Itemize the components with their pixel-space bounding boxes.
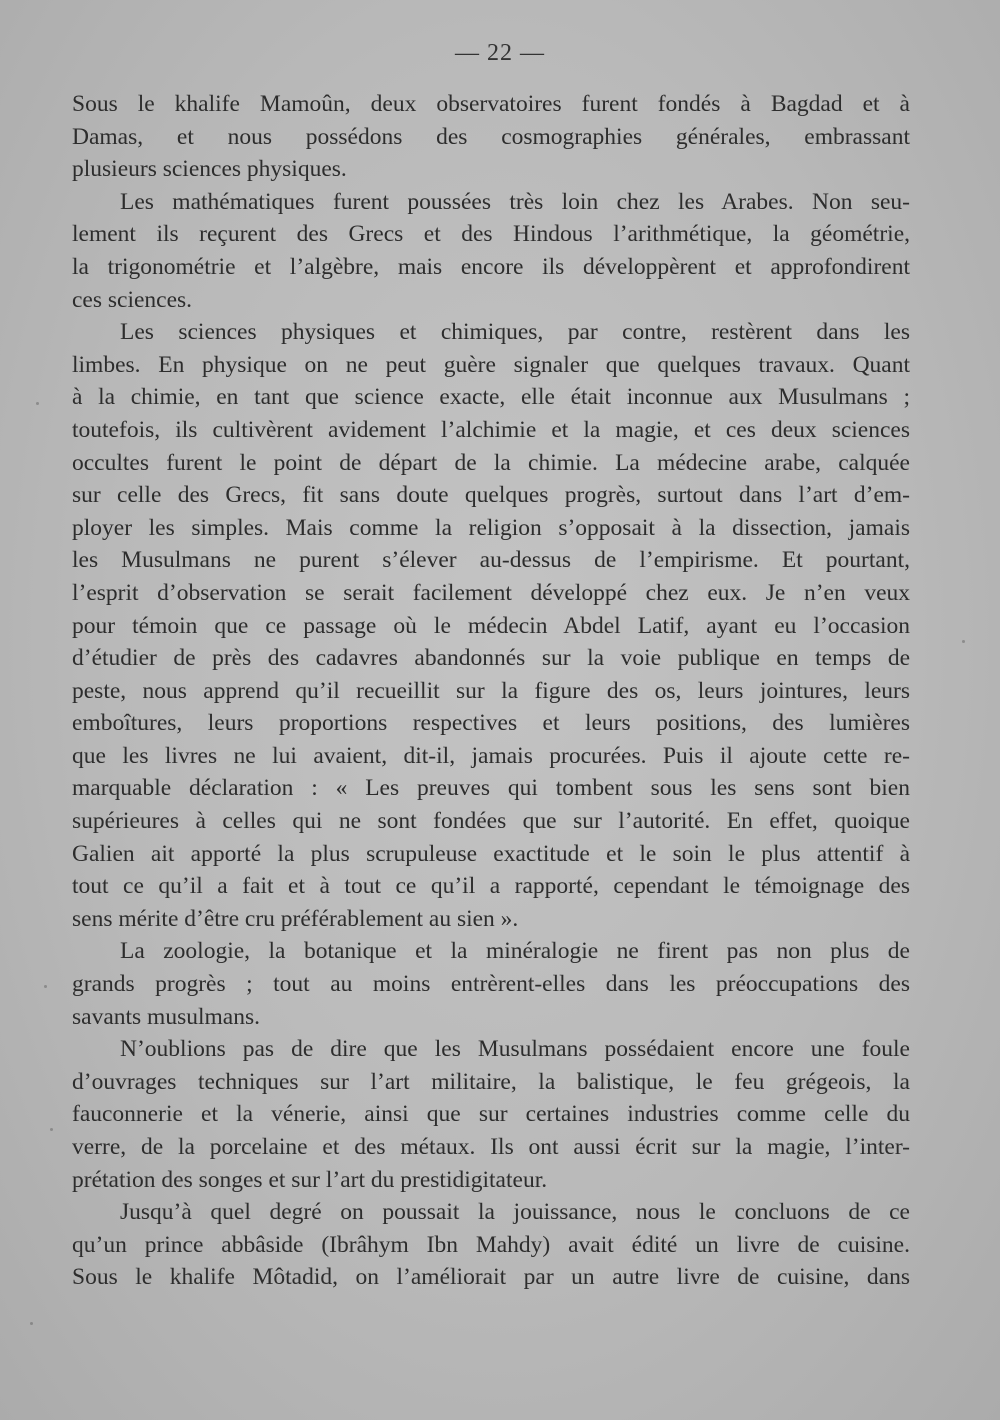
text-line: d’ouvrages techniques sur l’art militaire, la balistique, le feu grégeois, la <box>72 1068 910 1095</box>
text-line: grands progrès ; tout au moins entrèrent-elles dans les préoccupations des <box>72 971 910 998</box>
text-line: verre, de la porcelaine et des métaux. Ils ont aussi écrit sur la magie, l’inter- <box>72 1134 910 1160</box>
text-line: emboîtures, leurs proportions respectives et leurs positions, des lumières <box>72 710 910 737</box>
text-line: toutefois, ils cultivèrent avidement l’alchimie et la magie, et ces deux sciences <box>72 416 910 443</box>
text-line: d’étudier de près des cadavres abandonnés sur la voie publique en temps de <box>72 645 910 672</box>
paper-speck <box>44 985 47 988</box>
text-line: Sous le khalife Môtadid, on l’améliorait par un autre livre de cuisine, dans <box>72 1264 910 1291</box>
text-line: lement ils reçurent des Grecs et des Hindous l’arithmétique, la géométrie, <box>72 221 910 248</box>
text-line: que les livres ne lui avaient, dit-il, jamais procurées. Puis il ajoute cette re- <box>72 742 910 769</box>
text-line: supérieures à celles qui ne sont fondées que sur l’autorité. En effet, quoique <box>72 808 910 835</box>
text-line: Damas, et nous possédons des cosmographies générales, embrassant <box>72 123 910 150</box>
text-line: Sous le khalife Mamoûn, deux observatoires furent fondés à Bagdad et à <box>72 91 910 117</box>
paper-speck <box>50 1128 53 1131</box>
paper-speck <box>962 640 965 643</box>
text-line: peste, nous apprend qu’il recueillit sur la figure des os, leurs jointures, leurs <box>72 677 910 704</box>
text-line: pour témoin que ce passage où le médecin Abdel Latif, ayant eu l’occasion <box>72 612 910 639</box>
text-line: Les mathématiques furent poussées très loin chez les Arabes. Non seu- <box>120 188 910 215</box>
text-line: sur celle des Grecs, fit sans doute quelques progrès, surtout dans l’art d’em- <box>72 482 910 509</box>
text-line: Les sciences physiques et chimiques, par contre, restèrent dans les <box>120 319 910 346</box>
text-line: La zoologie, la botanique et la minéralogie ne firent pas non plus de <box>120 938 910 965</box>
text-line: savants musulmans. <box>72 1003 260 1030</box>
text-line: occultes furent le point de départ de la chimie. La médecine arabe, calquée <box>72 449 910 476</box>
text-line: qu’un prince abbâside (Ibrâhym Ibn Mahdy) avait édité un livre de cuisine. <box>72 1231 910 1258</box>
text-line: limbes. En physique on ne peut guère signaler que quelques travaux. Quant <box>72 351 910 378</box>
text-line: plusieurs sciences physiques. <box>72 156 347 183</box>
text-line: prétation des songes et sur l’art du prestidigitateur. <box>72 1166 548 1193</box>
paper-speck <box>30 1322 33 1325</box>
text-line: ces sciences. <box>72 286 193 313</box>
text-line: la trigonométrie et l’algèbre, mais encore ils développèrent et approfondirent <box>72 253 910 280</box>
text-line: les Musulmans ne purent s’élever au-dessus de l’empirisme. Et pourtant, <box>72 547 910 574</box>
text-line: ployer les simples. Mais comme la religion s’opposait à la dissection, jamais <box>72 514 910 541</box>
page-number: — 22 — <box>455 40 545 66</box>
text-line: Jusqu’à quel degré on poussait la jouissance, nous le concluons de ce <box>120 1199 910 1226</box>
text-line: tout ce qu’il a fait et à tout ce qu’il a rapporté, cependant le témoignage des <box>72 873 910 900</box>
text-line: Galien ait apporté la plus scrupuleuse exactitude et le soin le plus attentif à <box>72 840 910 867</box>
text-line: fauconnerie et la vénerie, ainsi que sur certaines industries comme celle du <box>72 1101 910 1128</box>
body-text <box>72 88 910 1294</box>
text-line: N’oublions pas de dire que les Musulmans possédaient encore une foule <box>120 1036 910 1063</box>
text-line: l’esprit d’observation se serait facilement développé chez eux. Je n’en veux <box>72 579 910 606</box>
text-line: marquable déclaration : « Les preuves qui tombent sous les sens sont bien <box>72 775 910 802</box>
text-line: sens mérite d’être cru préférablement au sien ». <box>72 905 519 932</box>
text-line: à la chimie, en tant que science exacte, elle était inconnue aux Musulmans ; <box>72 384 910 411</box>
paper-speck <box>36 402 39 405</box>
